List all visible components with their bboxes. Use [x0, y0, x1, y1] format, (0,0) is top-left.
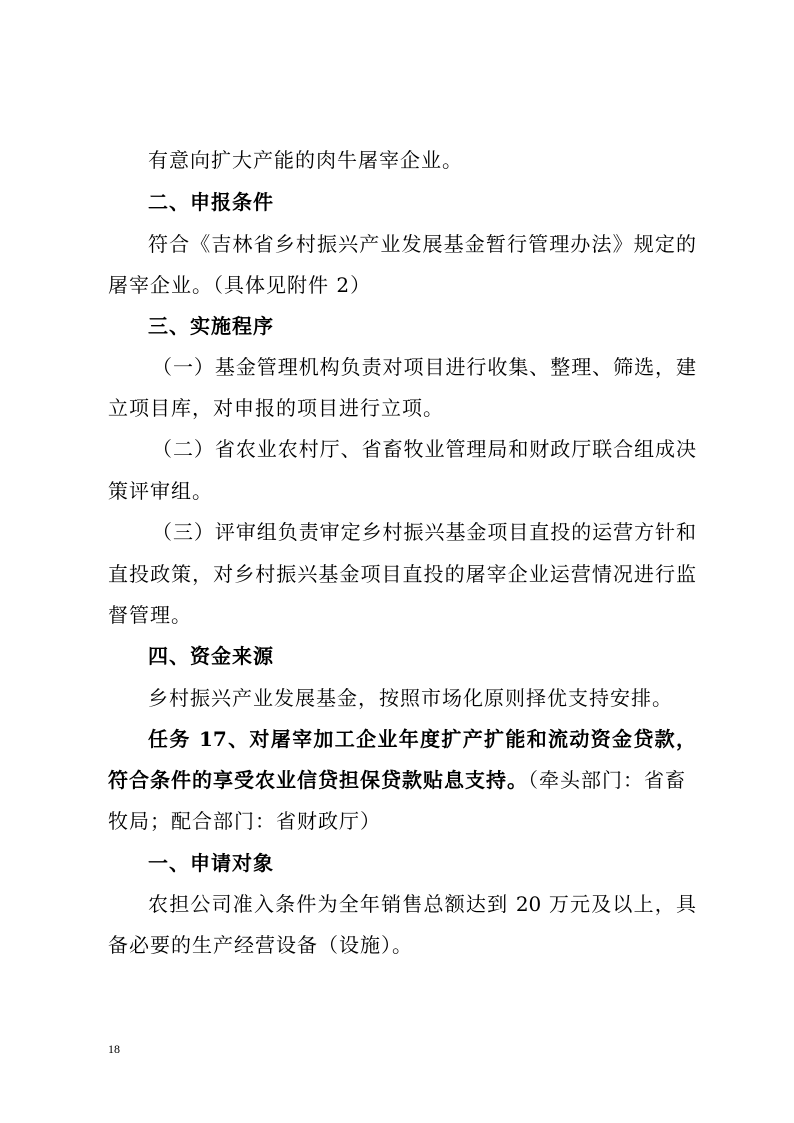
- section-heading-implementation-procedure: 三、实施程序: [148, 314, 274, 338]
- task-department-text: （牵头部门：省畜: [528, 768, 686, 792]
- paragraph-line: 立项目库，对申报的项目进行立项。: [108, 396, 444, 420]
- task-heading-line: 任务 17、对屠宰加工企业年度扩产扩能和流动资金贷款，: [148, 727, 696, 751]
- section-heading-application-conditions: 二、申报条件: [148, 190, 274, 214]
- paragraph-line: 牧局；配合部门：省财政厅）: [108, 809, 381, 833]
- paragraph-line: （二）省农业农村厅、省畜牧业管理局和财政厅联合组成决: [152, 437, 696, 461]
- paragraph-line: （一）基金管理机构负责对项目进行收集、整理、筛选，建: [152, 355, 696, 379]
- paragraph-line: 有意向扩大产能的肉牛屠宰企业。: [148, 148, 463, 172]
- section-heading-fund-source: 四、资金来源: [148, 644, 274, 668]
- paragraph-line: 直投政策，对乡村振兴基金项目直投的屠宰企业运营情况进行监: [108, 562, 696, 586]
- task-heading-bold-text: 符合条件的享受农业信贷担保贷款贴息支持。: [108, 768, 528, 792]
- paragraph-line: 符合《吉林省乡村振兴产业发展基金暂行管理办法》规定的: [148, 232, 696, 256]
- task-heading-line: [108, 766, 696, 794]
- paragraph-line: 督管理。: [108, 603, 192, 627]
- section-heading-applicant: 一、申请对象: [148, 851, 274, 875]
- paragraph-line: （三）评审组负责审定乡村振兴基金项目直投的运营方针和: [152, 520, 696, 544]
- paragraph-line: 农担公司准入条件为全年销售总额达到 20 万元及以上，具: [148, 892, 696, 916]
- paragraph-line: 备必要的生产经营设备（设施）。: [108, 933, 413, 957]
- paragraph-line: 策评审组。: [108, 479, 213, 503]
- page-number: 18: [108, 1042, 120, 1056]
- paragraph-line: 乡村振兴产业发展基金，按照市场化原则择优支持安排。: [148, 686, 673, 710]
- paragraph-line: 屠宰企业。（具体见附件 2）: [108, 273, 372, 297]
